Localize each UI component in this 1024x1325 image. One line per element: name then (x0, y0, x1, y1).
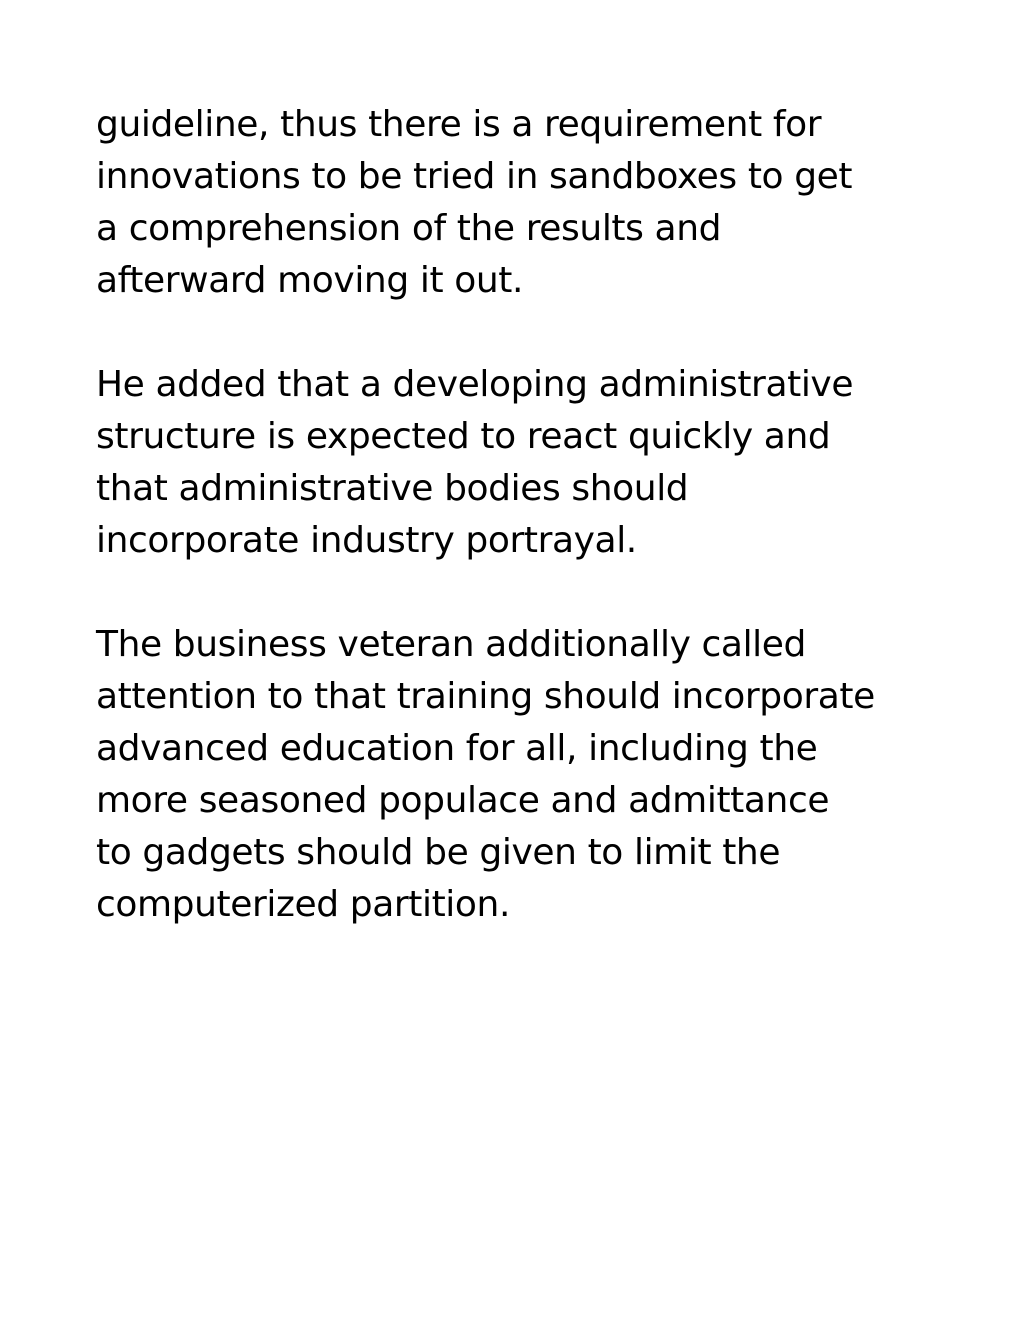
text-line: to gadgets should be given to limit the (96, 832, 781, 873)
text-line: afterward moving it out. (96, 260, 524, 301)
text-line: computerized partition. (96, 884, 510, 925)
text-line: guideline, thus there is a requirement for (96, 104, 822, 145)
text-line: innovations to be tried in sandboxes to get (96, 156, 853, 197)
text-line: that administrative bodies should (96, 468, 689, 509)
paragraph-1 (96, 99, 936, 307)
paragraph-2 (96, 359, 936, 567)
text-line: attention to that training should incorporate (96, 676, 875, 717)
paragraph-3 (96, 619, 936, 931)
text-line: advanced education for all, including the (96, 728, 818, 769)
text-line: more seasoned populace and admittance (96, 780, 830, 821)
text-line: He added that a developing administrative (96, 364, 854, 405)
text-line: structure is expected to react quickly and (96, 416, 831, 457)
document-page (96, 99, 936, 983)
text-line: a comprehension of the results and (96, 208, 722, 249)
text-line: The business veteran additionally called (96, 624, 806, 665)
text-line: incorporate industry portrayal. (96, 520, 637, 561)
